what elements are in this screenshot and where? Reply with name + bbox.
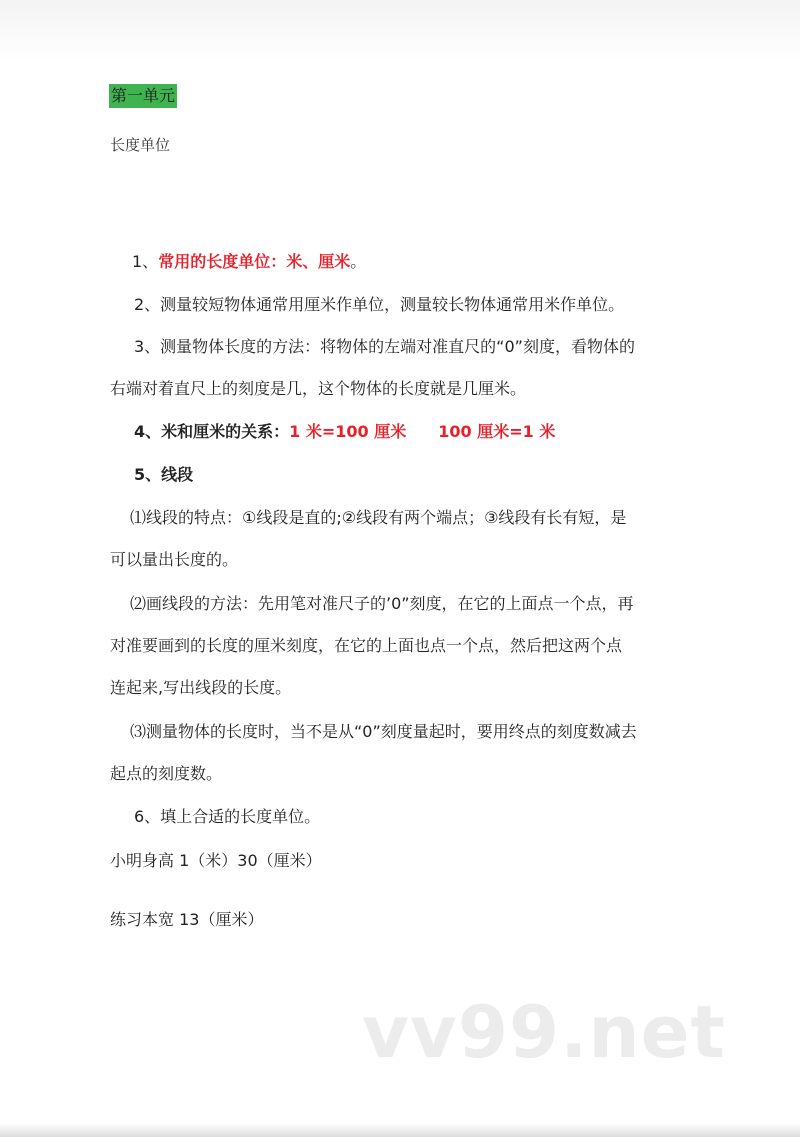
- point-5-2-line-1: ⑵画线段的方法：先用笔对准尺子的’0”刻度，在它的上面点一个点，再: [130, 594, 634, 613]
- watermark: vv99.net: [362, 990, 726, 1074]
- point-5-1-line-1: ⑴线段的特点：①线段是直的;②线段有两个端点；③线段有长有短，是: [130, 508, 627, 527]
- point-1-number: 1、: [132, 252, 159, 271]
- page-bottom-shadow: [0, 1123, 800, 1137]
- example-2: 练习本宽 13（厘米）: [110, 910, 264, 929]
- point-5-title: 5、线段: [134, 465, 194, 484]
- point-4-relation-1: 1 米=100 厘米: [289, 422, 407, 441]
- point-1: [132, 249, 366, 272]
- point-5-3-line-1: ⑶测量物体的长度时，当不是从“0”刻度量起时，要用终点的刻度数减去: [130, 722, 637, 741]
- point-3-line-1: 3、测量物体长度的方法：将物体的左端对准直尺的“0”刻度，看物体的: [134, 337, 635, 356]
- point-2: 2、测量较短物体通常用厘米作单位，测量较长物体通常用米作单位。: [134, 295, 625, 314]
- unit-tag: 第一单元: [109, 84, 177, 108]
- example-1: 小明身高 1（米）30（厘米）: [110, 851, 322, 870]
- point-5-3-line-2: 起点的刻度数。: [110, 764, 223, 783]
- point-4-relation-2: 100 厘米=1 米: [438, 422, 556, 441]
- point-1-end: 。: [350, 252, 367, 271]
- point-4: [134, 419, 555, 442]
- point-3-line-2: 右端对着直尺上的刻度是几，这个物体的长度就是几厘米。: [110, 379, 527, 398]
- section-subtitle: 长度单位: [110, 136, 171, 154]
- point-5-2-line-3: 连起来,写出线段的长度。: [110, 678, 292, 697]
- point-5-2-line-2: 对准要画到的长度的厘米刻度，在它的上面也点一个点，然后把这两个点: [110, 636, 623, 655]
- point-6: 6、填上合适的长度单位。: [134, 807, 321, 826]
- point-1-highlight: 常用的长度单位：米、厘米: [158, 252, 351, 271]
- point-4-label: 4、米和厘米的关系：: [134, 422, 290, 441]
- page-top-shadow: [0, 0, 800, 60]
- point-5-1-line-2: 可以量出长度的。: [110, 550, 239, 569]
